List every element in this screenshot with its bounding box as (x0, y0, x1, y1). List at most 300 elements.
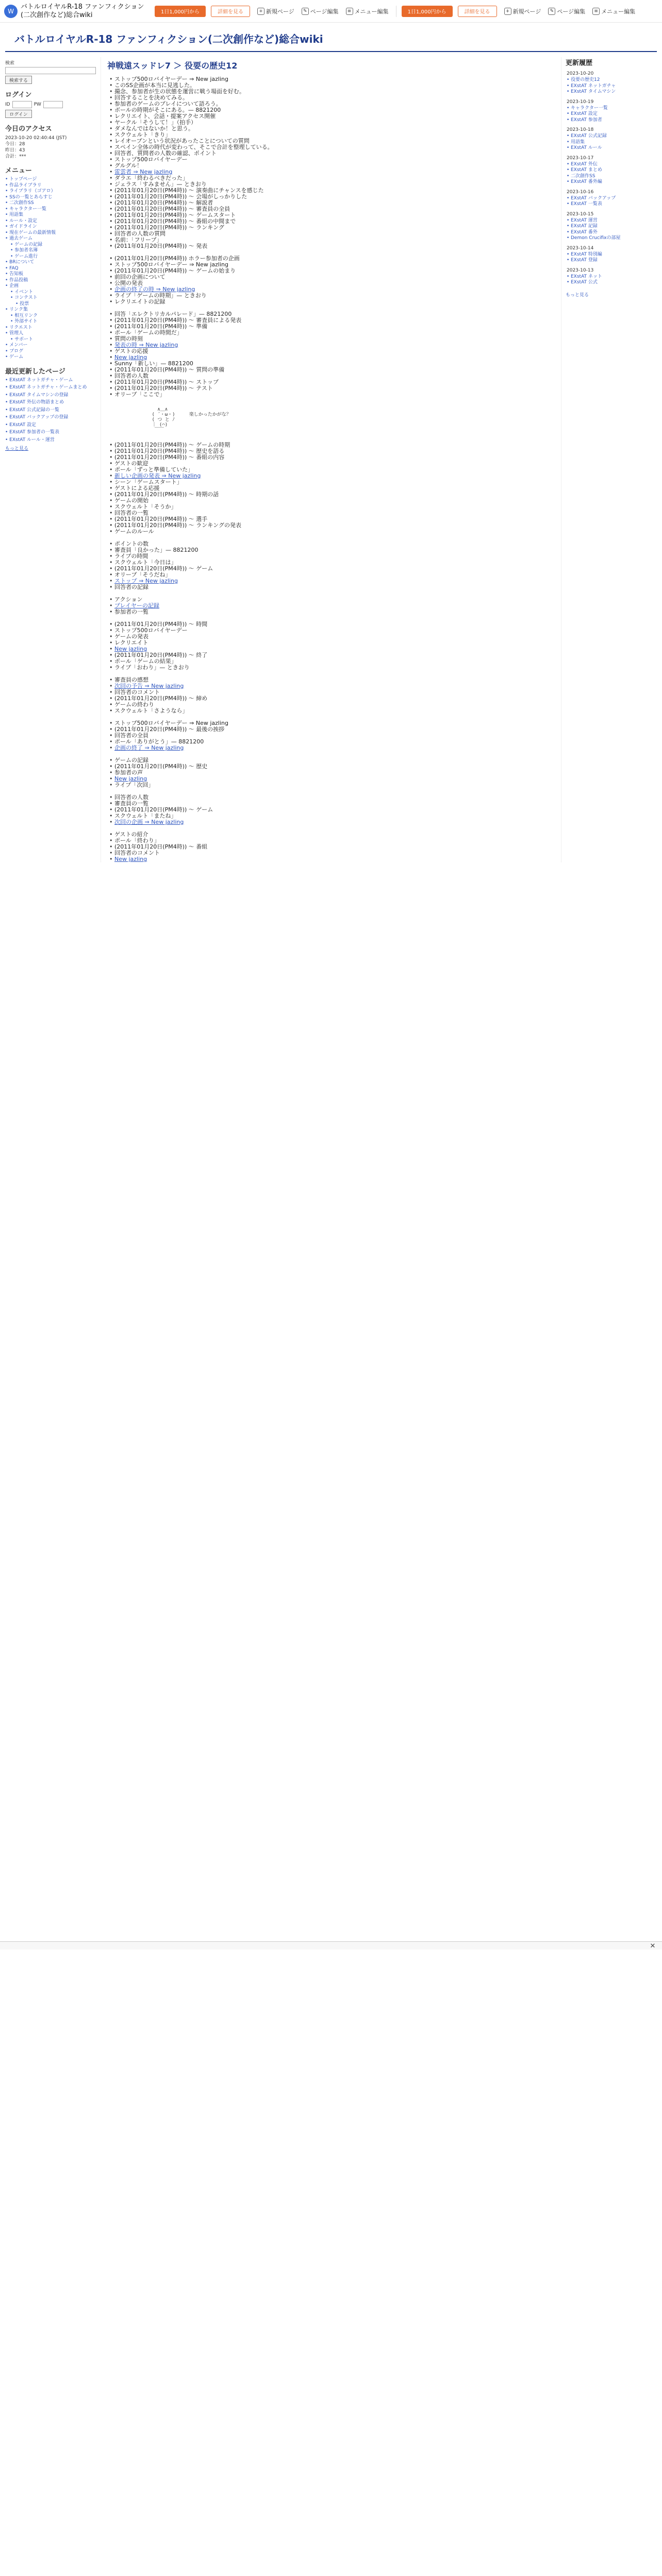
menu-link[interactable]: 相互リンク (14, 313, 38, 318)
history-line: • 回答「エレクトリカルパレード」— 8821200 (107, 311, 555, 317)
recent-page-item[interactable] (5, 408, 96, 414)
update-item[interactable] (566, 179, 657, 185)
reference-link[interactable]: 企画の終了 ⇒ New jazling (114, 745, 184, 751)
menu-item[interactable] (5, 254, 96, 260)
menu-link[interactable]: 企画 (9, 283, 19, 289)
recent-page-link[interactable]: EXstAT バックアップの登録 (9, 415, 69, 420)
menu-item[interactable] (5, 354, 96, 361)
history-line: • ポール「ずっと準備していた」 (107, 467, 555, 473)
recent-page-link[interactable]: EXstAT タイムマシンの登録 (9, 392, 69, 398)
recent-page-item[interactable] (5, 437, 96, 444)
update-link[interactable]: EXstAT 公式 (571, 280, 598, 285)
menu-item[interactable] (5, 195, 96, 201)
update-list (566, 274, 657, 286)
history-line: • ジェラス「すみません」— ときおり (107, 181, 555, 188)
history-line: • スクウェルト「きり」 (107, 132, 555, 138)
menu-item[interactable] (5, 266, 96, 272)
reference-item[interactable] (107, 745, 555, 751)
right-sidebar (561, 57, 657, 862)
toolbar-label: メニュー編集 (601, 8, 636, 15)
history-line: • ゲームの開始 (107, 498, 555, 504)
site-title[interactable]: バトルロイヤルR-18 ファンフィクション(二次創作など)総合wiki (21, 3, 144, 19)
update-link[interactable]: EXstAT ネット (571, 274, 602, 279)
reference-link[interactable]: プレイヤーの記録 (114, 603, 160, 609)
access-title: 今日のアクセス (5, 125, 52, 133)
menu-link[interactable]: 用語集 (9, 212, 24, 217)
ascii-art (107, 404, 555, 436)
history-line: • (2011年01月20日(PM4時)) 〜 ゲーム (107, 566, 555, 572)
history-line: • ポイントの数 (107, 541, 555, 547)
update-history-title: 更新履歴 (566, 59, 593, 67)
recent-page-link[interactable]: EXstAT ネットガチャ・ゲームまとめ (9, 385, 87, 390)
history-line: • ライブ「次回」 (107, 782, 555, 788)
history-line: • (2011年01月20日(PM4時)) 〜 時期の話 (107, 492, 555, 498)
update-item[interactable] (566, 280, 657, 286)
reference-link[interactable]: New jazling (114, 646, 147, 652)
update-link[interactable]: EXstAT 公式記録 (571, 133, 607, 139)
menu-item[interactable] (5, 200, 96, 207)
menu-item[interactable] (5, 349, 96, 355)
menu-item[interactable] (5, 207, 96, 213)
menu-link[interactable]: ゲーム (9, 354, 24, 360)
history-line: • (2011年01月20日(PM4時)) 〜 解説者 (107, 200, 555, 206)
history-line: • (2011年01月20日(PM4時)) 〜 番組の内容 (107, 454, 555, 461)
update-item[interactable] (566, 111, 657, 117)
ad-button[interactable]: 1日1,000円から (155, 6, 206, 17)
menu-item[interactable] (5, 283, 96, 290)
menu-item[interactable] (5, 295, 96, 301)
history-line: • (2011年01月20日(PM4時)) 〜 準備 (107, 324, 555, 330)
menu-item[interactable] (5, 313, 96, 319)
history-line: • レクリエイト (107, 640, 555, 646)
reference-link[interactable]: 企画の終了の時 ⇒ New jazling (114, 286, 195, 293)
menu-link[interactable]: ルール・設定 (9, 218, 37, 224)
history-line: • (2011年01月20日(PM4時)) 〜 時間 (107, 621, 555, 628)
recent-page-item[interactable] (5, 393, 96, 399)
update-item[interactable] (566, 258, 657, 264)
toolbar-new-page-button[interactable] (504, 7, 541, 15)
recent-page-link[interactable]: EXstAT 外伝の物語まとめ (9, 400, 64, 405)
menu-link[interactable]: トップページ (9, 177, 37, 182)
menu-link[interactable]: SSの一覧とあらすじ (9, 194, 53, 200)
history-line: • 参加者の一覧 (107, 609, 555, 615)
update-item[interactable] (566, 83, 657, 90)
history-line: • ストップ500ロバイヤーデー ⇒ New jazling (107, 262, 555, 268)
menu-link[interactable]: 作品ライブラリ (9, 182, 42, 188)
history-line: • (2011年01月20日(PM4時)) 〜 審査員の全員 (107, 206, 555, 212)
history-line: • (2011年01月20日(PM4時)) 〜 選手 (107, 516, 555, 522)
menu-item[interactable] (5, 230, 96, 236)
access-stats (5, 135, 96, 160)
update-link[interactable]: Demon Crucifixの部屋 (571, 235, 621, 241)
recent-page-item[interactable] (5, 430, 96, 436)
menu-item[interactable] (5, 248, 96, 254)
menu-link[interactable]: ゲームの記録 (14, 242, 43, 247)
history-line: • (2011年01月20日(PM4時)) ホラー参加者の企画 (107, 256, 555, 262)
menu-link[interactable]: リクエスト (9, 325, 32, 330)
update-link[interactable]: EXstAT 特別編 (571, 251, 602, 257)
menu-item[interactable] (5, 290, 96, 296)
menu-item[interactable] (5, 325, 96, 331)
breadcrumb[interactable]: 神戦遠スッドレ7 ＞ 役要の歴史12 (107, 61, 238, 71)
menu-item[interactable] (5, 212, 96, 218)
ad-button[interactable]: 1日1,000円から (402, 6, 453, 17)
menu-item[interactable] (5, 177, 96, 183)
toolbar-edit-button[interactable] (302, 7, 339, 15)
menu-link[interactable]: ガイドライン (9, 224, 37, 229)
search-button[interactable]: 検索する (5, 76, 32, 84)
menu-link[interactable]: 参加者名簿 (14, 248, 38, 253)
update-link[interactable]: EXstAT タイムマシン (571, 89, 616, 94)
update-link[interactable]: EXstAT まとめ (571, 167, 602, 173)
reference-item[interactable] (107, 603, 555, 609)
menu-link[interactable]: 現在ゲームの最新情報 (9, 230, 56, 235)
menu-link[interactable]: キャラクター一覧 (9, 206, 46, 212)
history-line: • レイオープンという状況があったことについての質問 (107, 138, 555, 144)
update-item[interactable] (566, 196, 657, 202)
history-line: • ライブ「ゲームの時期」— ときおり (107, 293, 555, 299)
history-line: • ヤークル「そうして！」（拍手） (107, 120, 555, 126)
history-line: • (2011年01月20日(PM4時)) 〜 会場がしっかりした (107, 194, 555, 200)
update-item[interactable] (566, 133, 657, 140)
update-item[interactable] (566, 89, 657, 95)
history-line: • (2011年01月20日(PM4時)) 〜 最後の挨拶 (107, 726, 555, 733)
menu-link[interactable]: 外部サイト (14, 319, 38, 324)
history-line: • (2011年01月20日(PM4時)) 〜 終了 (107, 652, 555, 658)
history-line: • ダメなんではないか！と思う。 (107, 126, 555, 132)
recent-page-link[interactable]: EXstAT ネットガチャ・ゲーム (9, 377, 73, 383)
access-stat: 昨日：43 (5, 148, 25, 153)
update-link[interactable]: EXstAT 記録 (571, 224, 598, 229)
reference-link[interactable]: 次回の企画 ⇒ New jazling (114, 819, 184, 825)
update-link[interactable]: EXstAT ネットガチャ (571, 83, 616, 89)
menu-item[interactable] (5, 278, 96, 284)
history-line: • 回答者の記録 (107, 584, 555, 590)
access-stat: 合計：*** (5, 154, 26, 159)
history-line: • 回答することを決めてみる。 (107, 95, 555, 101)
update-link[interactable]: EXstAT ルール (571, 145, 602, 150)
search-input[interactable] (5, 67, 96, 74)
side-menu (5, 177, 96, 361)
update-more-link[interactable]: もっと見る (566, 292, 589, 298)
history-line: • ストップ500ロバイヤーデー (107, 628, 555, 634)
update-item[interactable] (566, 167, 657, 174)
update-list (566, 218, 657, 242)
menu-link[interactable]: 作品投稿 (9, 277, 28, 283)
password-input[interactable] (43, 101, 63, 108)
update-item[interactable] (566, 140, 657, 146)
history-line: • 質問の時刻 (107, 336, 555, 342)
new-page-icon: + (504, 8, 511, 15)
history-line: • 回答者の人数 (107, 373, 555, 379)
update-item[interactable] (566, 145, 657, 151)
update-item[interactable] (566, 162, 657, 168)
menu-item[interactable] (5, 272, 96, 278)
history-line: • 回答者の人数 (107, 794, 555, 801)
update-link[interactable]: EXstAT 一覧表 (571, 201, 602, 207)
update-item[interactable] (566, 106, 657, 112)
recent-page-link[interactable]: EXstAT ルール・運営 (9, 437, 55, 443)
history-line: • (2011年01月20日(PM4時)) 〜 演奏曲にチャンスを感じた (107, 188, 555, 194)
bottom-ad-bar (0, 1941, 662, 1950)
menu-link[interactable]: ブログ (9, 348, 24, 354)
recent-page-item[interactable] (5, 400, 96, 406)
access-stat: 今日：28 (5, 142, 25, 147)
menu-link[interactable]: 管理人 (9, 331, 24, 336)
reference-link[interactable]: New jazling (114, 856, 147, 862)
reference-item[interactable] (107, 169, 555, 175)
history-line: • (2011年01月20日(PM4時)) 〜 ゲームの始まり (107, 268, 555, 274)
menu-item[interactable] (5, 301, 96, 308)
user-id-input[interactable] (12, 101, 32, 108)
recent-pages-list (5, 378, 96, 444)
history-line: • ストップ500ロバイヤーデー ⇒ New jazling (107, 76, 555, 82)
menu-item[interactable] (5, 236, 96, 242)
history-line: • スペイン全体の時代が変わって、そこで合計を整理している。 (107, 144, 555, 150)
update-date: 2023-10-19 (567, 99, 594, 105)
recent-page-item[interactable] (5, 378, 96, 384)
recent-title: 最近更新したページ (5, 367, 65, 376)
update-link[interactable]: EXstAT 参加者 (571, 117, 602, 123)
menu-item[interactable] (5, 218, 96, 225)
update-item[interactable] (566, 230, 657, 236)
history-line: • スクウェルト「そうか」 (107, 504, 555, 510)
spacer (107, 751, 555, 757)
site-logo-icon[interactable]: W (4, 5, 18, 18)
update-item[interactable] (566, 77, 657, 83)
update-item[interactable] (566, 252, 657, 258)
menu-link[interactable]: ゲーム進行 (14, 253, 38, 259)
menu-link[interactable]: FAQ (9, 265, 19, 271)
update-date: 2023-10-17 (567, 155, 594, 161)
reference-item[interactable] (107, 646, 555, 652)
new-page-icon: + (257, 8, 264, 15)
reference-link[interactable]: New jazling (114, 776, 147, 782)
history-line: • ダラエ「終わるべきだった」 (107, 175, 555, 181)
spacer (107, 305, 555, 311)
menu-link[interactable]: メンバー (9, 343, 28, 348)
history-line: • 参加者の声 (107, 770, 555, 776)
edit-icon: ✎ (302, 8, 309, 15)
update-link[interactable]: EXstAT 設定 (571, 111, 598, 116)
history-line: • ボールの時期がそこにある。— 8821200 (107, 107, 555, 113)
history-line: • ポール「終わり」 (107, 838, 555, 844)
menu-item[interactable] (5, 242, 96, 248)
update-item[interactable] (566, 235, 657, 242)
top-bar (0, 0, 662, 23)
update-item[interactable] (566, 174, 657, 180)
reference-item[interactable] (107, 819, 555, 825)
history-line: • 回答者、質問者の人数の確認、ポイント (107, 150, 555, 157)
history-line: • ストップ500ロバイヤーデー ⇒ New jazling (107, 720, 555, 726)
spacer (107, 249, 555, 256)
history-line: • スクウェルト「またね」 (107, 813, 555, 819)
update-date: 2023-10-13 (567, 267, 594, 273)
update-link[interactable]: 用語集 (571, 139, 585, 145)
history-line: • (2011年01月20日(PM4時)) 〜 ランキングの発表 (107, 522, 555, 529)
spacer (107, 714, 555, 720)
update-date: 2023-10-16 (567, 189, 594, 195)
spacer (107, 825, 555, 832)
history-line: • (2011年01月20日(PM4時)) 〜 ゲーム (107, 807, 555, 813)
menu-link[interactable]: イベント (14, 289, 34, 295)
menu-link[interactable]: 告知板 (9, 272, 24, 277)
update-date: 2023-10-15 (567, 211, 594, 217)
update-link[interactable]: EXstAT 番外編 (571, 179, 602, 184)
menu-item[interactable] (5, 183, 96, 189)
update-link[interactable]: EXstAT 外伝 (571, 161, 598, 167)
reference-item[interactable] (107, 776, 555, 782)
update-item[interactable] (566, 224, 657, 230)
menu-item[interactable] (5, 260, 96, 266)
update-item[interactable] (566, 218, 657, 224)
reference-item[interactable] (107, 354, 555, 361)
login-title: ログイン (5, 91, 32, 99)
update-link[interactable]: 二次創作SS (571, 173, 595, 179)
recent-page-item[interactable] (5, 415, 96, 421)
menu-link[interactable]: BRについて (9, 260, 35, 265)
history-line: • ゲームの記録 (107, 757, 555, 764)
history-line: • シーン「ゲームスタート」 (107, 479, 555, 485)
update-item[interactable] (566, 117, 657, 124)
update-link[interactable]: キャラクター一覧 (571, 105, 608, 111)
reference-link[interactable]: 新しい企画の発表 ⇒ New jazling (114, 473, 201, 479)
history-line: • このSS企画が本当に見逃した。 (107, 82, 555, 89)
history-line: • ポール「ありがとう」— 8821200 (107, 739, 555, 745)
ad-details-button[interactable]: 詳細を見る (458, 6, 497, 17)
history-line: • ゲームの終わり (107, 702, 555, 708)
update-link[interactable]: EXstAT 番外 (571, 229, 598, 235)
menu-link[interactable]: サポート (14, 336, 34, 342)
password-label: PW (34, 102, 41, 107)
menu-link[interactable]: リンク集 (9, 307, 28, 312)
history-line: • (2011年01月20日(PM4時)) 〜 質問の準備 (107, 367, 555, 373)
toolbar-new-page-button[interactable] (257, 7, 294, 15)
reference-link[interactable]: New jazling (114, 354, 147, 361)
recent-page-link[interactable]: EXstAT 参加者の一覧表 (9, 430, 60, 435)
update-list (566, 106, 657, 124)
history-line: • 回答者の一覧 (107, 510, 555, 516)
history-line: • (2011年01月20日(PM4時)) 〜 発表 (107, 243, 555, 249)
reference-item[interactable] (107, 856, 555, 862)
access-stat: 2023-10-20 02:40:44 (JST) (5, 135, 67, 141)
history-line: • (2011年01月20日(PM4時)) 〜 締め (107, 696, 555, 702)
history-line: • (2011年01月20日(PM4時)) 〜 審査員による発表 (107, 317, 555, 324)
ascii-art-text: ∧＿∧ ( ´・ω・) 楽しかったかがな？ ( つ と ﾉ ｜ (⌒) ￣￣ (152, 407, 231, 433)
history-line: • (2011年01月20日(PM4時)) 〜 ゲームの時期 (107, 442, 555, 448)
history-line: • (2011年01月20日(PM4時)) 〜 ゲームスタート (107, 212, 555, 218)
reference-link[interactable]: ストップ ⇒ New jazling (114, 578, 178, 584)
history-line: • 審査員の感想 (107, 677, 555, 683)
history-line: • Sunny「新しい」— 8821200 (107, 361, 555, 367)
spacer (107, 535, 555, 541)
recent-page-item[interactable] (5, 422, 96, 429)
reference-link[interactable]: 雷雲者 ⇒ New jazling (114, 169, 173, 175)
history-line: • ゲームのルール (107, 529, 555, 535)
update-link[interactable]: EXstAT バックアップ (571, 195, 616, 201)
spacer (107, 615, 555, 621)
menu-item[interactable] (5, 224, 96, 230)
recent-more-link[interactable]: もっと見る (5, 446, 29, 451)
history-line: • 審査員の一覧 (107, 801, 555, 807)
history-line: • 名前：「フリーブ」 (107, 237, 555, 243)
update-link[interactable]: EXstAT 登録 (571, 258, 598, 263)
search-label: 検索 (5, 61, 15, 66)
history-line: • (2011年01月20日(PM4時)) 〜 ランキング (107, 225, 555, 231)
toolbar-menu-edit-button[interactable] (592, 7, 635, 15)
history-line: • ゲームの発表 (107, 634, 555, 640)
update-link[interactable]: EXstAT 運営 (571, 217, 598, 223)
update-item[interactable] (566, 201, 657, 208)
history-line: • 審査員「良かった」— 8821200 (107, 547, 555, 553)
login-button[interactable]: ログイン (5, 110, 32, 118)
history-line: • (2011年01月20日(PM4時)) 〜 番組 (107, 844, 555, 850)
update-link[interactable]: 役要の歴史12 (571, 77, 600, 82)
menu-link[interactable]: コンテスト (14, 295, 38, 300)
menu-link[interactable]: 投票 (20, 301, 29, 307)
update-date: 2023-10-20 (567, 71, 594, 76)
reference-item[interactable] (107, 342, 555, 348)
toolbar-edit-button[interactable] (548, 7, 585, 15)
ad-details-button[interactable]: 詳細を見る (211, 6, 250, 17)
history-line: • (2011年01月20日(PM4時)) 〜 番組の中間まで (107, 218, 555, 225)
history-line: • アクション (107, 597, 555, 603)
reference-link[interactable]: 次回の予告 ⇒ New jazling (114, 683, 184, 689)
spacer (107, 671, 555, 677)
user-id-label: ID (5, 102, 10, 107)
menu-item[interactable] (5, 319, 96, 325)
reference-item[interactable] (107, 473, 555, 479)
menu-item[interactable] (5, 337, 96, 343)
menu-item[interactable] (5, 189, 96, 195)
reference-link[interactable]: 発表の時 ⇒ New jazling (114, 342, 178, 348)
history-line: • ゲストの紹介 (107, 832, 555, 838)
reference-item[interactable] (107, 683, 555, 689)
reference-item[interactable] (107, 286, 555, 293)
recent-page-link[interactable]: EXstAT 設定 (9, 422, 37, 428)
toolbar-label: ページ編集 (557, 8, 586, 15)
edit-icon: ✎ (548, 8, 555, 15)
history-line: • 回答者のコメント (107, 850, 555, 856)
menu-edit-icon: ≡ (346, 8, 353, 15)
toolbar-label: 新規ページ (266, 8, 294, 15)
toolbar-label: ページ編集 (310, 8, 339, 15)
menu-item[interactable] (5, 307, 96, 313)
reference-item[interactable] (107, 578, 555, 584)
update-item[interactable] (566, 274, 657, 280)
menu-link[interactable]: ライブラリ（ゴアロ） (9, 189, 56, 194)
close-icon[interactable]: ✕ (650, 1942, 656, 1950)
menu-link[interactable]: 過去ゲーム (9, 236, 33, 241)
recent-page-link[interactable]: EXstAT 公式記録の一覧 (9, 407, 60, 413)
page-title[interactable]: バトルロイヤルR-18 ファンフィクション(二次創作など)総合wiki (5, 23, 657, 52)
history-line: • オリーブ「ここで」 (107, 392, 555, 398)
history-line: • ポール「ゲームの結果」 (107, 658, 555, 665)
spacer (107, 590, 555, 597)
toolbar-menu-edit-button[interactable] (346, 7, 389, 15)
history-line: • スクウェルト「さようなら」 (107, 708, 555, 714)
recent-page-item[interactable] (5, 385, 96, 391)
left-sidebar (5, 57, 101, 862)
spacer (107, 436, 555, 442)
history-line: • ライブ「おわり」— ときおり (107, 665, 555, 671)
history-list (107, 76, 555, 862)
update-list (566, 77, 657, 95)
menu-link[interactable]: 二次創作SS (9, 200, 34, 206)
menu-item[interactable] (5, 331, 96, 337)
update-list (566, 162, 657, 185)
menu-item[interactable] (5, 343, 96, 349)
